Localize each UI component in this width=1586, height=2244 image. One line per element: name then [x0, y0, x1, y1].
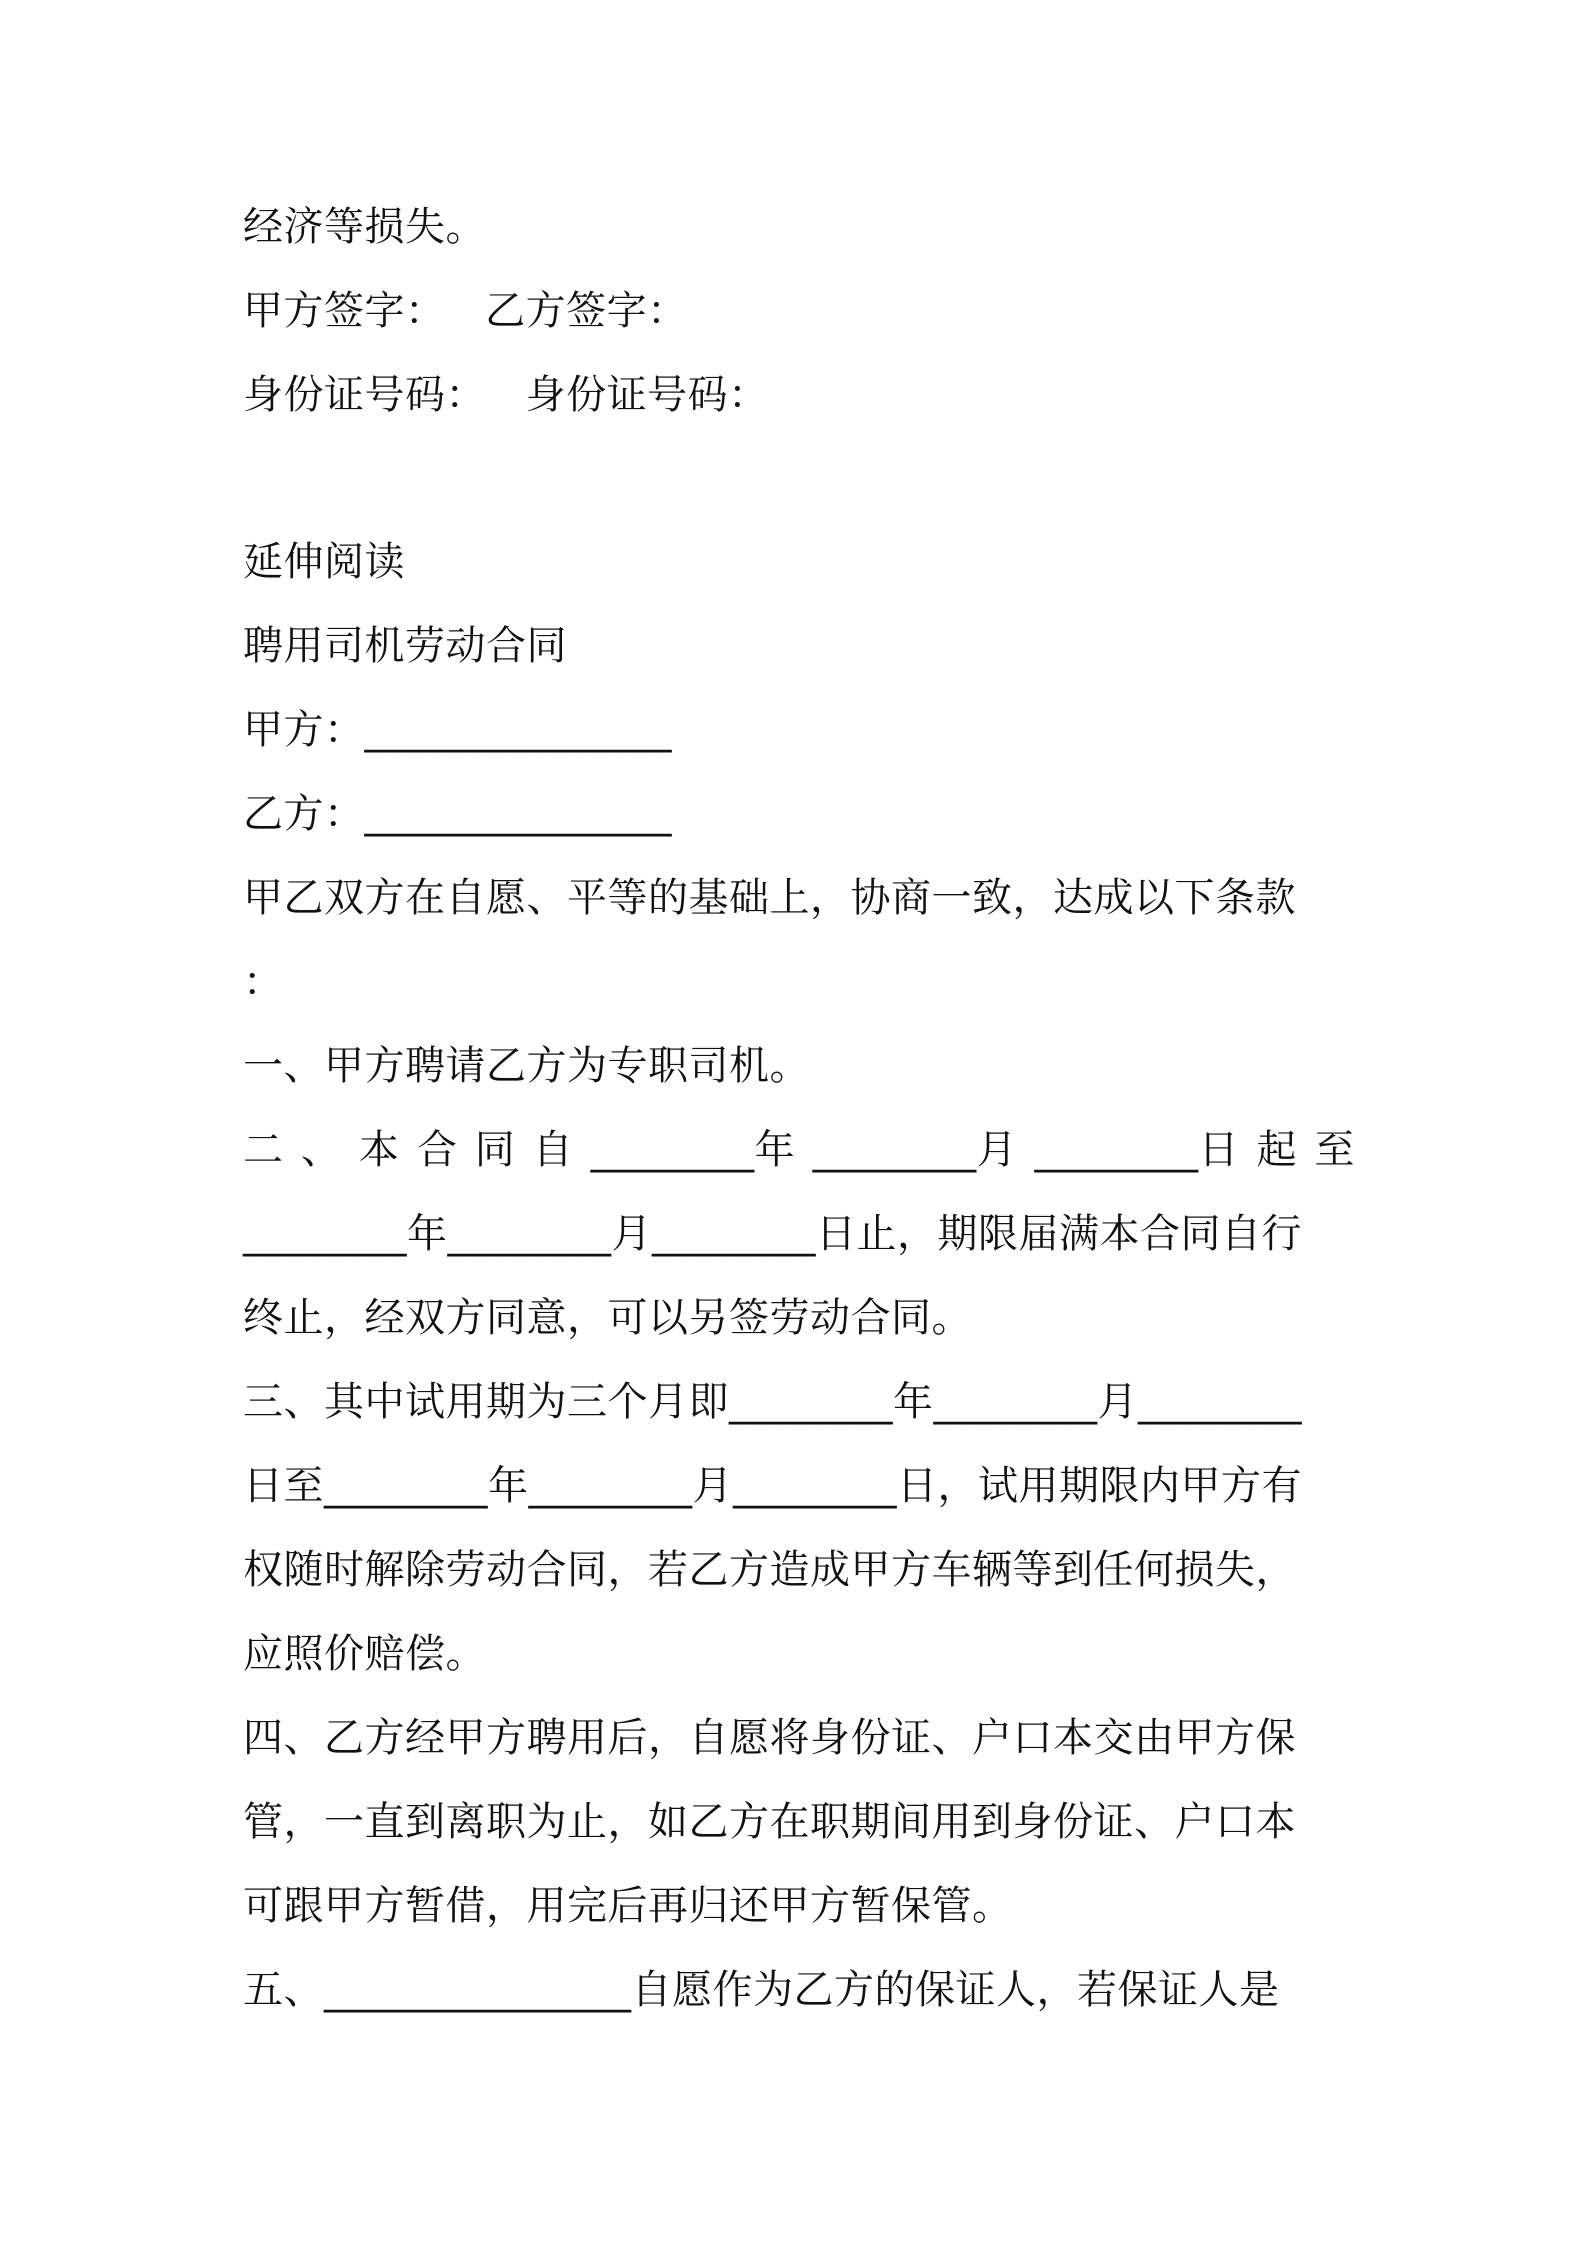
clause-two-part: 合: [416, 1127, 458, 1173]
clause-two-part: 同: [474, 1127, 516, 1173]
clause-two-part: 二: [243, 1127, 284, 1173]
clause-two-line-1: [243, 1124, 1355, 1176]
clause-two-part: 至: [1314, 1127, 1355, 1173]
clause-two-part: ________日: [1034, 1127, 1239, 1173]
clause-three-line-1: 三、其中试用期为三个月即________年________月________: [243, 1379, 1302, 1425]
clause-one: 一、甲方聘请乙方为专职司机。: [243, 1043, 810, 1089]
contract-title: 聘用司机劳动合同: [243, 623, 567, 669]
clause-two-part: 自: [532, 1127, 574, 1173]
clause-two-line-3: 终止，经双方同意，可以另签劳动合同。: [243, 1295, 972, 1341]
clause-two-part: ________月: [812, 1127, 1018, 1173]
clause-four-line-1: 四、乙方经甲方聘用后，自愿将身份证、户口本交由甲方保: [243, 1715, 1296, 1761]
clause-two-part: ________年: [590, 1127, 796, 1173]
clause-two-part: 起: [1256, 1127, 1297, 1173]
id-number-line: 身份证号码： 身份证号码：: [243, 372, 769, 418]
preamble-line: 甲乙双方在自愿、平等的基础上，协商一致，达成以下条款: [243, 875, 1296, 921]
clause-five-line-1: 五、_______________自愿作为乙方的保证人，若保证人是: [243, 1967, 1280, 2013]
clause-two-part: 、: [300, 1127, 342, 1173]
signature-line: 甲方签字： 乙方签字：: [243, 288, 688, 334]
text-line-loss: 经济等损失。: [243, 204, 486, 250]
clause-four-line-3: 可跟甲方暂借，用完后再归还甲方暂保管。: [243, 1883, 1013, 1929]
preamble-colon: ：: [243, 959, 284, 1005]
party-a-line: 甲方：_______________: [243, 707, 672, 753]
extended-reading-heading: 延伸阅读: [243, 539, 405, 585]
clause-four-line-2: 管，一直到离职为止，如乙方在职期间用到身份证、户口本: [243, 1799, 1296, 1845]
party-b-line: 乙方：_______________: [243, 791, 672, 837]
clause-three-line-3: 权随时解除劳动合同，若乙方造成甲方车辆等到任何损失，: [243, 1547, 1296, 1593]
clause-three-line-4: 应照价赔偿。: [243, 1631, 486, 1677]
clause-two-part: 本: [358, 1127, 400, 1173]
clause-three-line-2: 日至________年________月________日，试用期限内甲方有: [243, 1463, 1302, 1509]
clause-two-line-2: ________年________月________日止，期限届满本合同自行: [243, 1211, 1302, 1257]
